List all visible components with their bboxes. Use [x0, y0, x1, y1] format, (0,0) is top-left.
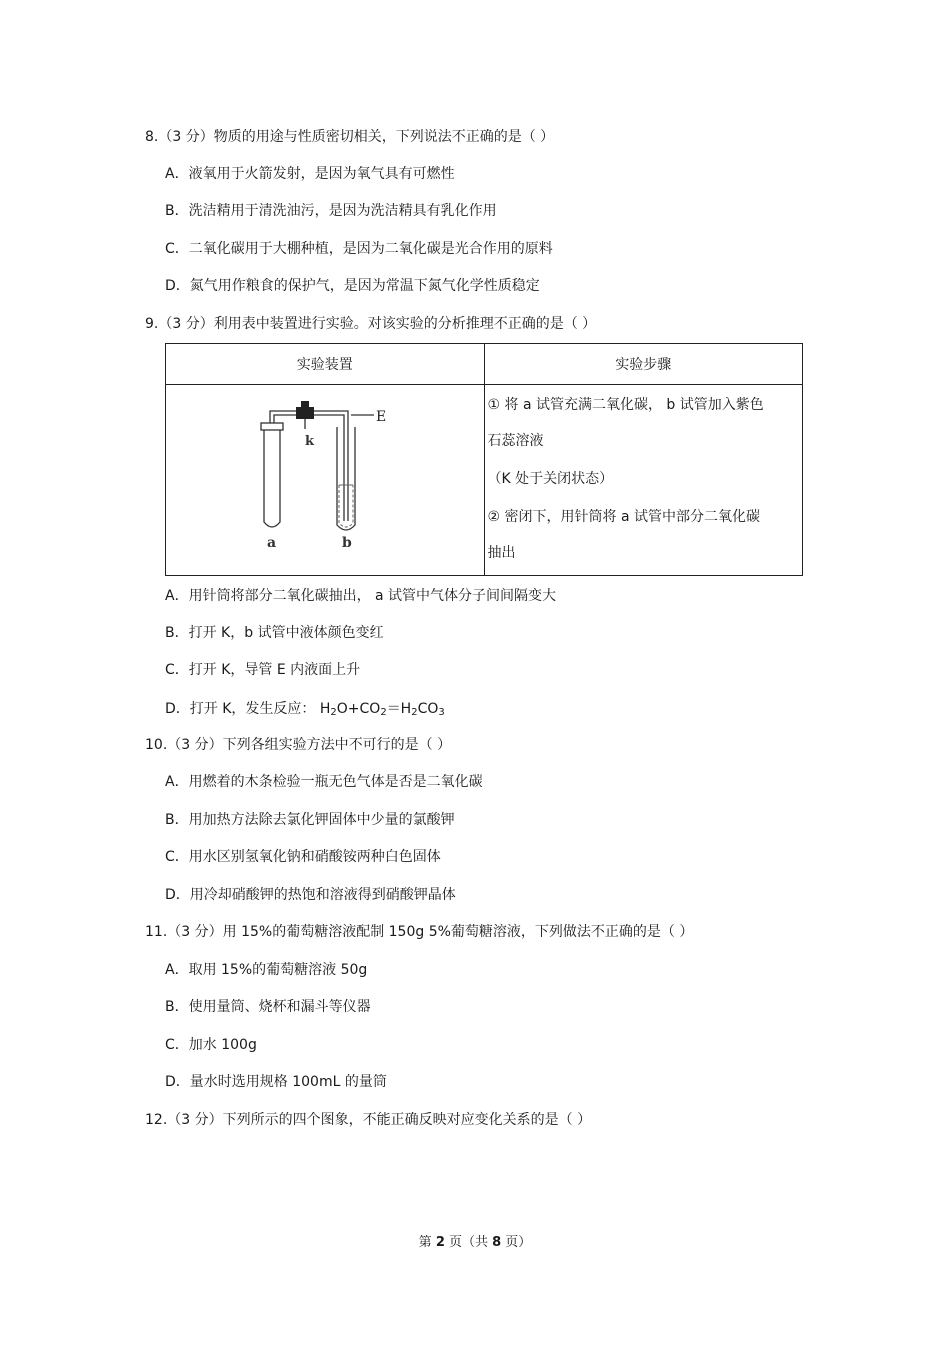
step-line-2: 石蕊溶液	[487, 433, 544, 449]
q12-stem: 12.（3 分）下列所示的四个图象，不能正确反映对应变化关系的是（ ）	[145, 1112, 592, 1128]
q8-option-a: A．液氧用于火箭发射，是因为氧气具有可燃性	[165, 166, 455, 182]
label-a: a	[267, 535, 277, 551]
total-pages: 8	[492, 1235, 502, 1250]
step-line-3: （K 处于关闭状态）	[487, 471, 614, 487]
step-line-1: ① 将 a 试管充满二氧化碳， b 试管加入紫色	[487, 397, 764, 413]
page-footer: 第 2 页（共 8 页）	[418, 1235, 532, 1250]
q11-option-a: A．取用 15%的葡萄糖溶液 50g	[165, 962, 368, 978]
q9-option-c: C．打开 K，导管 E 内液面上升	[165, 662, 361, 678]
header-apparatus: 实验装置	[166, 344, 485, 385]
q9-option-a: A．用针筒将部分二氧化碳抽出， a 试管中气体分子间间隔变大	[165, 588, 557, 604]
q9-stem: 9.（3 分）利用表中装置进行实验。对该实验的分析推理不正确的是（ ）	[145, 316, 597, 332]
label-b: b	[342, 535, 352, 551]
q10-option-b: B．用加热方法除去氯化钾固体中少量的氯酸钾	[165, 812, 455, 828]
experiment-table	[165, 343, 803, 576]
q10-stem: 10.（3 分）下列各组实验方法中不可行的是（ ）	[145, 737, 452, 753]
q10-option-d: D．用冷却硝酸钾的热饱和溶液得到硝酸钾晶体	[165, 887, 456, 903]
current-page: 2	[435, 1235, 445, 1250]
q9-option-d-prefix: D．打开 K，发生反应： H	[165, 701, 331, 717]
step-line-4: ② 密闭下，用针筒将 a 试管中部分二氧化碳	[487, 509, 760, 525]
q8-stem: 8.（3 分）物质的用途与性质密切相关，下列说法不正确的是（ ）	[145, 129, 555, 145]
q10-option-a: A．用燃着的木条检验一瓶无色气体是否是二氧化碳	[165, 774, 483, 790]
apparatus-figure	[166, 385, 484, 575]
q9-option-b: B．打开 K，b 试管中液体颜色变红	[165, 625, 384, 641]
q11-option-c: C．加水 100g	[165, 1037, 257, 1053]
q11-option-d: D．量水时选用规格 100mL 的量筒	[165, 1074, 387, 1090]
label-e: E	[376, 409, 387, 425]
header-steps: 实验步骤	[484, 344, 803, 385]
q9-option-d: D．打开 K，发生反应： $H_2O+CO_2=H_2CO_3$	[165, 701, 445, 718]
q10-option-c: C．用水区别氢氧化钠和硝酸铵两种白色固体	[165, 849, 441, 865]
step-line-5: 抽出	[487, 545, 516, 561]
q8-option-b: B．洗洁精用于清洗油污，是因为洗洁精具有乳化作用	[165, 203, 497, 219]
label-k: k	[305, 434, 315, 449]
steps-cell	[484, 385, 803, 576]
q8-option-d: D．氮气用作粮食的保护气，是因为常温下氮气化学性质稳定	[165, 278, 540, 294]
q11-stem: 11.（3 分）用 15%的葡萄糖溶液配制 150g 5%葡萄糖溶液，下列做法不正确的是（ ）	[145, 924, 694, 940]
q11-option-b: B．使用量筒、烧杯和漏斗等仪器	[165, 999, 371, 1015]
q8-option-c: C．二氧化碳用于大棚种植，是因为二氧化碳是光合作用的原料	[165, 241, 553, 257]
apparatus-cell	[166, 385, 485, 576]
